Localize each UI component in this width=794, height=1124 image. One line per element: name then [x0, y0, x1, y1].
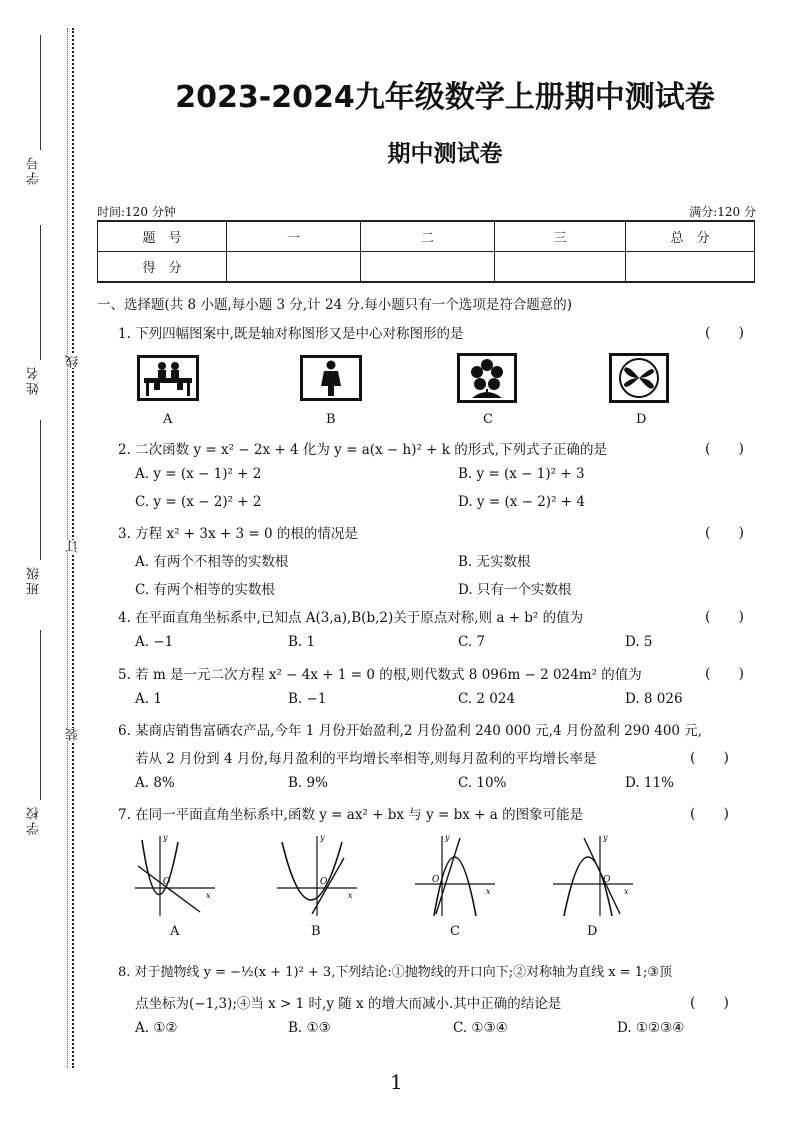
score-table-header-row: [98, 221, 755, 252]
score-entry-cell[interactable]: [626, 252, 755, 283]
score-table-cell: 一: [227, 221, 361, 252]
answer-blank[interactable]: ( ): [690, 750, 729, 766]
figure-d-pinwheel-icon: [609, 353, 669, 403]
option-b: B. 1: [288, 634, 316, 650]
question-1-stem: 1. 下列四幅图案中,既是轴对称图形又是中心对称图形的是: [118, 326, 464, 342]
student-no-label: 学号: [27, 155, 42, 185]
bind-install-mark: 装: [66, 728, 81, 741]
bind-line-mark: 线: [66, 355, 81, 368]
question-6-stem: 6. 某商店销售富硒农产品,今年 1 月份开始盈利,2 月份盈利 240 000 元,4 月份盈利 290 400 元,: [118, 723, 703, 739]
option-a: A. y = (x − 1)² + 2: [135, 466, 262, 482]
option-c: C. 2 024: [458, 691, 516, 707]
exam-time: 时间:120 分钟: [97, 205, 176, 219]
graph-label: B: [311, 924, 321, 939]
graph-a: [130, 828, 220, 920]
axis-x-label: x: [348, 891, 353, 900]
origin-label: O: [432, 875, 440, 885]
graph-label: D: [587, 924, 598, 939]
score-table-cell: 三: [495, 221, 626, 252]
class-label: 班级: [27, 565, 42, 595]
origin-label: O: [163, 877, 171, 887]
figure-c-flower-icon: [457, 353, 517, 403]
figure-label: D: [636, 412, 647, 427]
axis-x-label: x: [206, 891, 211, 900]
answer-blank[interactable]: ( ): [705, 525, 744, 541]
graph-label: C: [450, 924, 460, 939]
graph-b: [272, 828, 362, 920]
page-number: 1: [390, 1070, 403, 1094]
question-4-stem: 4. 在平面直角坐标系中,已知点 A(3,a),B(b,2)关于原点对称,则 a + b² 的值为: [118, 610, 584, 626]
option-a: A. 有两个不相等的实数根: [135, 554, 289, 570]
option-a: A. −1: [135, 634, 174, 650]
answer-blank[interactable]: ( ): [705, 441, 744, 457]
option-a: A. 8%: [135, 775, 175, 791]
answer-blank[interactable]: ( ): [705, 666, 744, 682]
question-5-stem: 5. 若 m 是一元二次方程 x² − 4x + 1 = 0 的根,则代数式 8 096m − 2 024m² 的值为: [118, 667, 642, 683]
name-field[interactable]: [40, 225, 41, 360]
figure-label: A: [163, 412, 173, 427]
option-a: A. ①②: [135, 1020, 178, 1036]
question-8-stem-cont: 点坐标为(−1,3);④当 x > 1 时,y 随 x 的增大而减小.其中正确的结论是: [135, 996, 562, 1012]
axis-y-label: y: [163, 833, 168, 842]
option-d: D. 11%: [625, 775, 674, 791]
answer-blank[interactable]: ( ): [705, 325, 744, 341]
question-3-stem: 3. 方程 x² + 3x + 3 = 0 的根的情况是: [118, 526, 358, 542]
option-d: D. 8 026: [625, 691, 683, 707]
option-c: C. 7: [458, 634, 486, 650]
option-a: A. 1: [135, 691, 162, 707]
figure-b-person-icon: [300, 355, 362, 401]
figure-label: C: [483, 412, 493, 427]
question-2-stem: 2. 二次函数 y = x² − 2x + 4 化为 y = a(x − h)² + k 的形式,下列式子正确的是: [118, 442, 608, 458]
axis-x-label: x: [486, 887, 491, 896]
answer-blank[interactable]: ( ): [705, 609, 744, 625]
axis-y-label: y: [445, 833, 450, 842]
score-table-score-row: [98, 252, 755, 283]
axis-y-label: y: [320, 833, 325, 842]
axis-x-label: x: [624, 887, 629, 896]
exam-full-score: 满分:120 分: [689, 205, 756, 219]
figure-a-bench-icon: [137, 355, 199, 401]
option-c: C. ①③④: [453, 1020, 508, 1036]
option-c: C. 有两个相等的实数根: [135, 582, 275, 598]
answer-blank[interactable]: ( ): [690, 995, 729, 1011]
name-label: 姓名: [27, 365, 42, 395]
class-field[interactable]: [40, 420, 41, 560]
option-d: D. 5: [625, 634, 653, 650]
option-d: D. ①②③④: [617, 1020, 685, 1036]
option-b: B. 9%: [288, 775, 328, 791]
score-entry-cell[interactable]: [495, 252, 626, 283]
section-heading: 一、选择题(共 8 小题,每小题 3 分,计 24 分.每小题只有一个选项是符合题意的): [97, 297, 573, 313]
answer-blank[interactable]: ( ): [690, 806, 729, 822]
score-table-cell: 总 分: [626, 221, 755, 252]
score-table-cell: 二: [361, 221, 495, 252]
question-7-stem: 7. 在同一平面直角坐标系中,函数 y = ax² + bx 与 y = bx + a 的图象可能是: [118, 807, 584, 823]
option-c: C. 10%: [458, 775, 507, 791]
score-entry-cell[interactable]: [361, 252, 495, 283]
school-label: 学校: [27, 805, 42, 835]
axis-y-label: y: [603, 833, 608, 842]
figure-label: B: [326, 412, 336, 427]
student-no-field[interactable]: [40, 35, 41, 150]
graph-c: [410, 828, 500, 920]
option-b: B. −1: [288, 691, 327, 707]
graph-d: [548, 828, 638, 920]
graph-label: A: [170, 924, 180, 939]
bind-order-mark: 订: [66, 540, 81, 553]
school-field[interactable]: [40, 630, 41, 800]
question-8-stem: 8. 对于抛物线 y = −½(x + 1)² + 3,下列结论:①抛物线的开口向下;②对称轴为直线 x = 1;③顶: [118, 965, 673, 980]
score-table-cell: 题 号: [98, 221, 227, 252]
option-d: D. y = (x − 2)² + 4: [458, 494, 585, 510]
option-b: B. y = (x − 1)² + 3: [458, 466, 585, 482]
origin-label: O: [320, 877, 328, 887]
exam-title: 2023-2024九年级数学上册期中测试卷: [175, 80, 715, 115]
option-b: B. 无实数根: [458, 554, 531, 570]
option-d: D. 只有一个实数根: [458, 582, 572, 598]
origin-label: O: [603, 875, 611, 885]
score-entry-cell[interactable]: [227, 252, 361, 283]
option-c: C. y = (x − 2)² + 2: [135, 494, 262, 510]
score-table: [97, 220, 755, 283]
question-6-stem-cont: 若从 2 月份到 4 月份,每月盈利的平均增长率相等,则每月盈利的平均增长率是: [135, 751, 597, 767]
exam-subtitle: 期中测试卷: [387, 141, 503, 167]
option-b: B. ①③: [288, 1020, 331, 1036]
score-table-cell: 得 分: [98, 252, 227, 283]
